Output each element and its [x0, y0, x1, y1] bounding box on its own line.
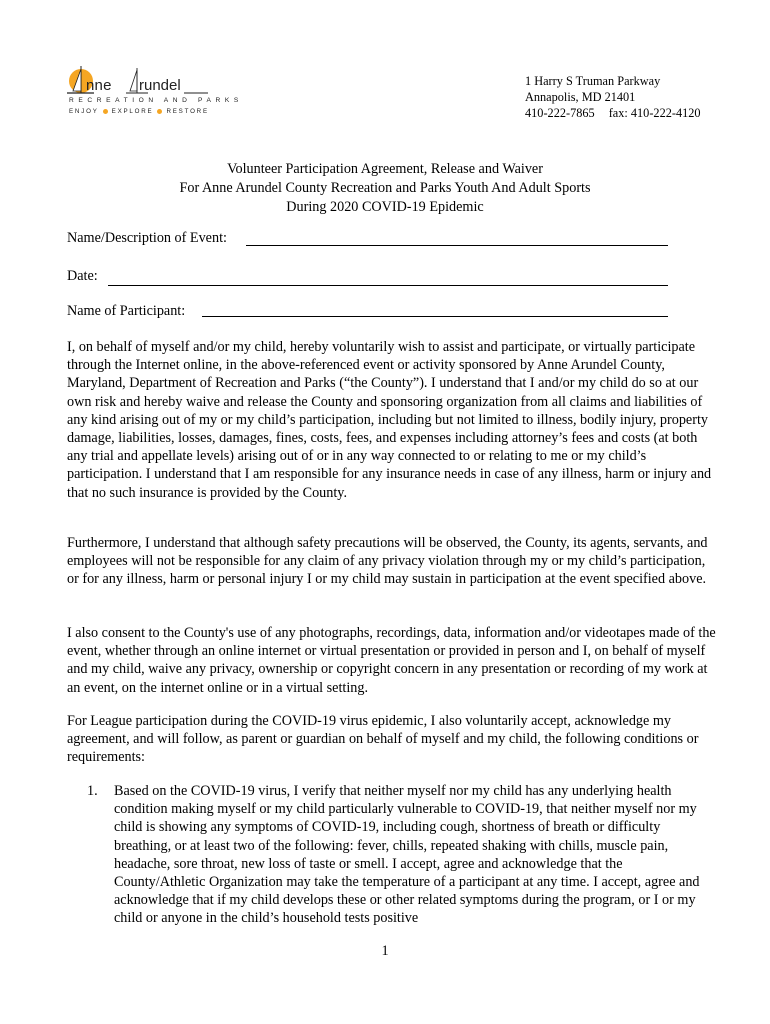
date-field [67, 268, 98, 285]
paragraph-privacy [67, 534, 717, 589]
paragraph-release-text: I, on behalf of myself and/or my child, hereby voluntarily wish to assist and participate, or virtually participate through the Internet online, in the above-referenced event or activity sponsored by Anne Arundel County, Maryland, Department of Recreation and Parks (“the County”). I understand that I and/or my child do so at our own risk and hereby waive and release the County and sponsoring organization from all claims and liabilities of any kind arising out of my or my child’s participation, including but not limited to illness, bodily injury, property damage, liabilities, losses, damages, fines, costs, fees, and expenses including attorney’s fees and costs (at both any trial and appellate levels) arising out of or in any way connected to or relating to me or my child’s participation. I understand that I am responsible for any insurance needs in case of any illness, harm or injury and that no such insurance is provided by the County. [67, 339, 712, 501]
list-item [114, 782, 717, 928]
tagline-restore: RESTORE [166, 108, 209, 115]
date-input-line[interactable] [108, 285, 668, 286]
page-number: 1 [381, 943, 389, 959]
address-block [525, 73, 701, 121]
list-item-number: 1. [87, 783, 98, 799]
paragraph-release [67, 338, 717, 502]
paragraph-league-text: For League participation during the COVID-19 virus epidemic, I also voluntarily accept, acknowledge my agreement, and will follow, as parent or guardian on behalf of myself and my child, the following conditions or requirements: [67, 713, 699, 766]
logo-word-anne: nne [86, 77, 112, 94]
title-line-3: During 2020 COVID-19 Epidemic [286, 199, 484, 215]
tagline-dot-icon [157, 109, 162, 114]
document-title [0, 160, 770, 217]
address-contact [525, 105, 701, 121]
participant-label: Name of Participant: [67, 303, 186, 319]
participant-input-line[interactable] [202, 316, 668, 317]
logo-tagline [69, 108, 209, 115]
title-line-2: For Anne Arundel County Recreation and Parks Youth And Adult Sports [179, 180, 591, 196]
paragraph-consent-text: I also consent to the County's use of any photographs, recordings, data, information and/or videotapes made of the event, whether through an online internet or virtual presentation or provided in person and I, on behalf of myself and my child, waive any privacy, ownership or copyright concern in any presentation or recording of my work at an event, on the internet online or in a virtual setting. [67, 625, 716, 696]
tagline-enjoy: ENJOY [69, 108, 99, 115]
paragraph-privacy-text: Furthermore, I understand that although safety precautions will be observed, the County, its agents, servants, and employees will not be responsible for any claim of any privacy violation through my or my child’s participation, or for any illness, harm or personal injury I or my child may sustain in participation at the event specified above. [67, 535, 708, 588]
anne-arundel-logo [64, 66, 243, 122]
tagline-dot-icon [103, 109, 108, 114]
logo-word-arundel: rundel [139, 77, 181, 94]
event-input-line[interactable] [246, 245, 668, 246]
event-field [67, 230, 227, 247]
list-item-text: Based on the COVID-19 virus, I verify that neither myself nor my child has any underlying health condition making myself or my child particularly vulnerable to COVID-19, that neither myself nor my child is showing any symptoms of COVID-19, including cough, shortness of breath or difficulty breathing, or at least two of the following: fever, chills, repeated shaking with chills, muscle pain, headache, sore throat, new loss of taste or smell. I accept, agree and acknowledge that the County/Athletic Organization may take the temperature of a participant at any time. I accept, agree and acknowledge that if my child develops these or other related symptoms during the program, or I or my child or anyone in the child’s household tests positive [114, 783, 700, 927]
event-label: Name/Description of Event: [67, 230, 227, 246]
address-street: 1 Harry S Truman Parkway [525, 74, 661, 88]
address-phone: 410-222-7865 [525, 106, 595, 120]
address-fax: fax: 410-222-4120 [608, 106, 701, 120]
paragraph-consent [67, 624, 717, 697]
paragraph-league [67, 712, 717, 767]
address-city: Annapolis, MD 21401 [525, 90, 636, 104]
logo-subtitle: RECREATION AND PARKS [69, 97, 243, 104]
tagline-explore: EXPLORE [111, 108, 154, 115]
date-label: Date: [67, 268, 98, 284]
title-line-1: Volunteer Participation Agreement, Release and Waiver [227, 161, 543, 177]
participant-field [67, 303, 185, 320]
